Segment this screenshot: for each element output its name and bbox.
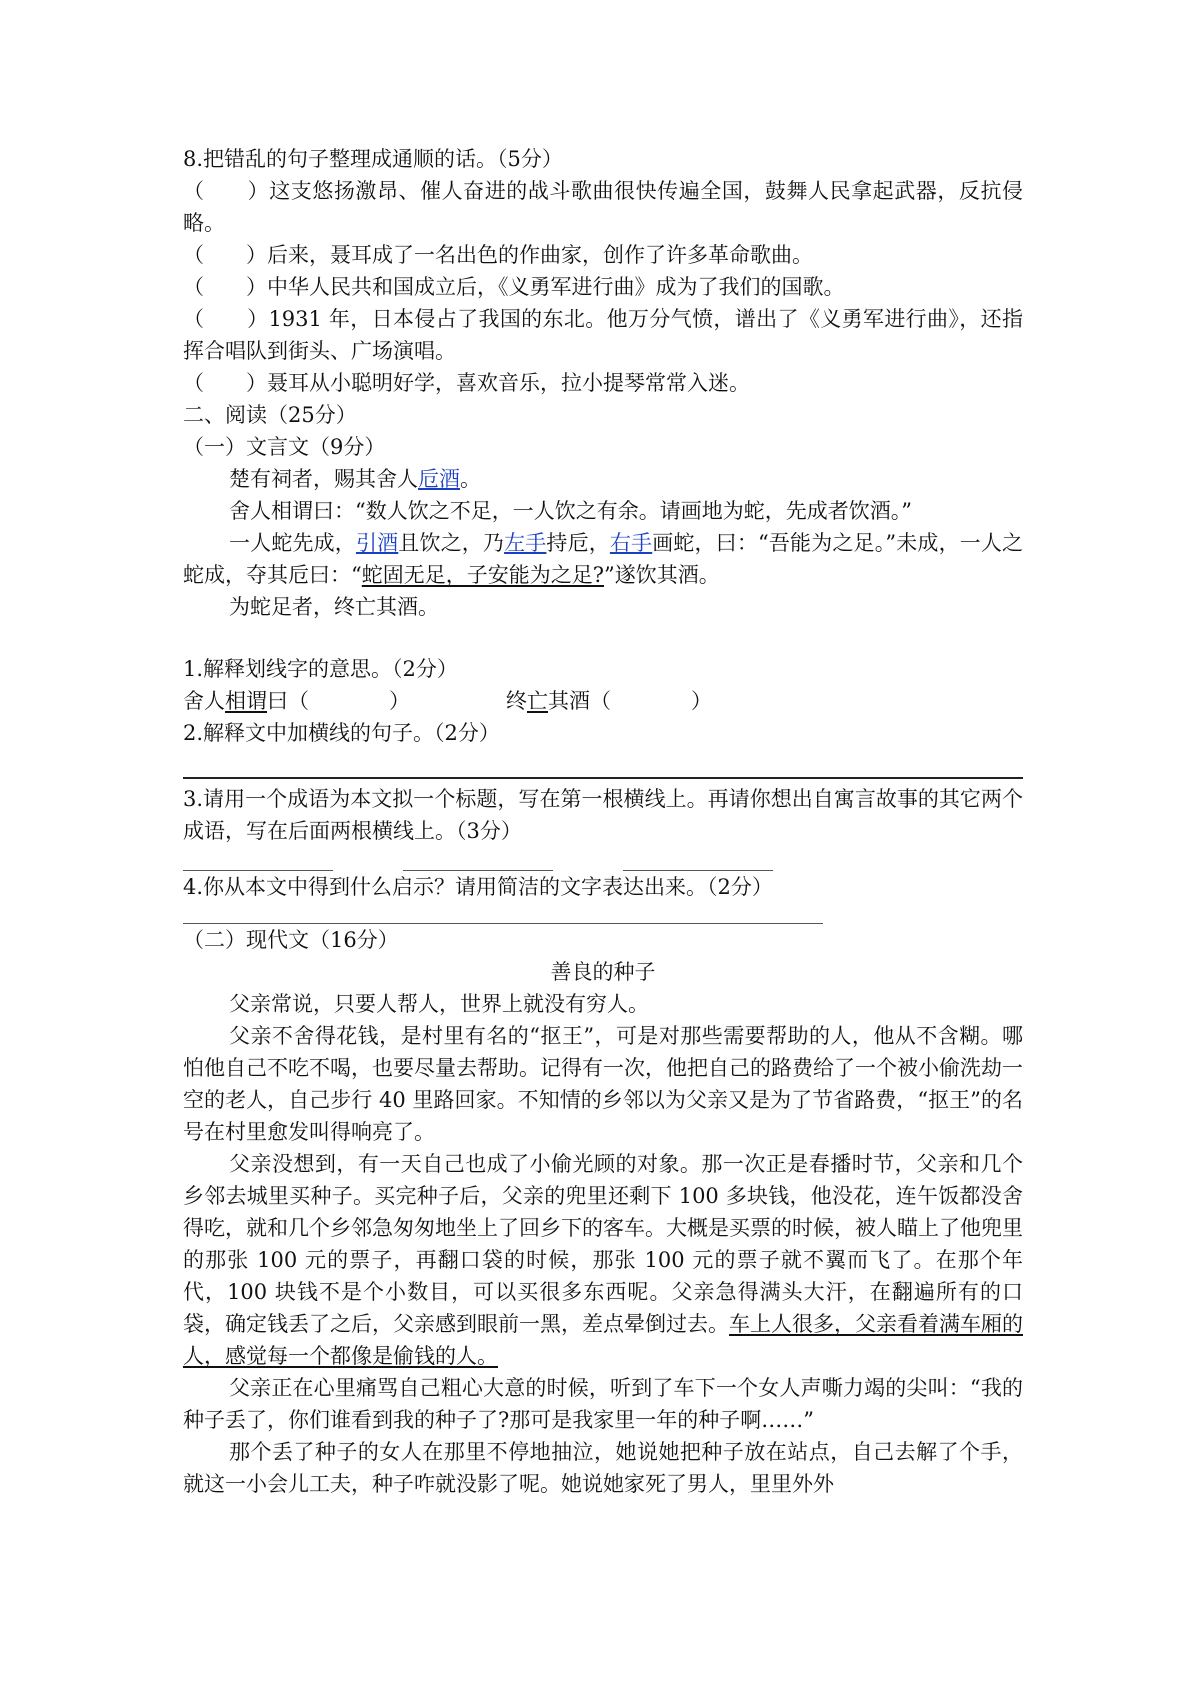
underlined-story-sentence: 车上人很多，父亲看着满车厢的人，感觉每一个都像是偷钱的人。 [183, 1312, 1023, 1368]
underlined-sentence: 蛇固无足，子安能为之足? [361, 563, 605, 587]
text: 且饮之，乃 [398, 531, 505, 555]
spacer [183, 903, 1023, 923]
text: 一人蛇先成， [229, 531, 356, 555]
q8-item-3: （ ）中华人民共和国成立后，《义勇军进行曲》成为了我们的国歌。 [183, 275, 845, 299]
text: 画蛇，曰：“吾能为之足。”未成，一人之蛇成，夺其卮曰：“ [183, 531, 1024, 587]
text: ”遂饮其酒。 [604, 563, 720, 587]
answer-line-q2[interactable] [183, 777, 1023, 779]
text: 父亲没想到，有一天自己也成了小偷光顾的对象。那一次正是春播时节，父亲和几个乡邻去城里买种子。买完种子后，父亲的兜里还剩下 100 多块钱，他没花，连午饭都没舍得吃，就和几个乡邻急匆匆地坐上了回乡下的客车。大概是买票的时候，被人瞄上了他兜里的那张 100 元的票子，再翻口袋的时候，那张 100 元的票子就不翼而飞了。在那个年代，100 块钱不是个小数目，可以买很多东西呢。父亲急得满头大汗，在翻遍所有的口袋，确定钱丢了之后，父亲感到眼前一黑，差点晕倒过去。 [183, 1152, 1023, 1336]
question-4-title: 4.你从本文中得到什么启示？请用简洁的文字表达出来。（2分） [183, 875, 773, 899]
story-para-3 [183, 1148, 1023, 1372]
underlined-word-wang: 亡 [527, 689, 548, 713]
annotated-link-youshou[interactable]: 右手 [609, 531, 653, 555]
annotated-link-zhijiu[interactable]: 卮酒 [418, 467, 460, 491]
classical-para-4: 为蛇足者，终亡其酒。 [229, 595, 439, 619]
classical-para-3 [183, 527, 1023, 591]
question-1-blanks [183, 685, 1023, 717]
annotated-link-yinjiu[interactable]: 引酒 [355, 531, 399, 555]
story-para-5: 那个丢了种子的女人在那里不停地抽泣，她说她把种子放在站点，自己去解了个手，就这一小会儿工夫，种子咋就没影了呢。她说她家死了男人，里里外外 [183, 1440, 1023, 1496]
underlined-word-xiangwei: 相谓 [225, 689, 267, 713]
text: 其酒（ [548, 689, 611, 713]
story-para-4: 父亲正在心里痛骂自己粗心大意的时候，听到了车下一个女人声嘶力竭的尖叫：“我的种子丢了，你们谁看到我的种子了?那可是我家里一年的种子啊……” [183, 1376, 1023, 1432]
text: ） [691, 689, 712, 713]
text: 持卮， [546, 531, 610, 555]
classical-para-1 [183, 463, 1023, 495]
classical-para-2: 舍人相谓曰：“数人饮之不足，一人饮之有余。请画地为蛇，先成者饮酒。” [229, 499, 912, 523]
document-page [183, 143, 1023, 1500]
question-3-title: 3.请用一个成语为本文拟一个标题，写在第一根横线上。再请你想出自寓言故事的其它两个成语，写在后面两根横线上。（3分） [183, 787, 1023, 843]
modern-section-title: （二）现代文（16分） [183, 928, 399, 952]
q8-item-5: （ ）聂耳从小聪明好学，喜欢音乐，拉小提琴常常入迷。 [183, 371, 750, 395]
text: ） [389, 689, 410, 713]
classical-section-title: （一）文言文（9分） [183, 435, 386, 459]
question-1-title: 1.解释划线字的意思。（2分） [183, 657, 458, 681]
text: 舍人 [183, 689, 225, 713]
story-para-1: 父亲常说，只要人帮人，世界上就没有穷人。 [229, 992, 649, 1016]
text: 楚有祠者，赐其舍人 [229, 467, 418, 491]
q8-item-1: （ ）这支悠扬激昂、催人奋进的战斗歌曲很快传遍全国，鼓舞人民拿起武器，反抗侵略。 [183, 179, 1023, 235]
answer-lines-q3 [183, 847, 1023, 871]
spacer [183, 749, 1023, 771]
q8-item-2: （ ）后来，聂耳成了一名出色的作曲家，创作了许多革命歌曲。 [183, 243, 813, 267]
story-title: 善良的种子 [550, 960, 656, 984]
annotated-link-zuoshou[interactable]: 左手 [504, 531, 547, 555]
text: 曰（ [267, 689, 309, 713]
story-para-2: 父亲不舍得花钱，是村里有名的“抠王”，可是对那些需要帮助的人，他从不含糊。哪怕他自己不吃不喝，也要尽量去帮助。记得有一次，他把自己的路费给了一个被小偷洗劫一空的老人，自己步行 40 里路回家。不知情的乡邻以为父亲又是为了节省路费，“抠王”的名号在村里愈发叫得响亮了。 [183, 1024, 1023, 1144]
q8-item-4: （ ）1931 年，日本侵占了我国的东北。他万分气愤，谱出了《义勇军进行曲》，还指挥合唱队到街头、广场演唱。 [183, 307, 1023, 363]
section-reading-title: 二、阅读（25分） [183, 403, 357, 427]
text: 终 [506, 689, 527, 713]
text: 。 [460, 467, 481, 491]
spacer [183, 623, 1023, 653]
q8-title: 8.把错乱的句子整理成通顺的话。（5分） [183, 147, 563, 171]
question-2-title: 2.解释文中加横线的句子。（2分） [183, 721, 500, 745]
